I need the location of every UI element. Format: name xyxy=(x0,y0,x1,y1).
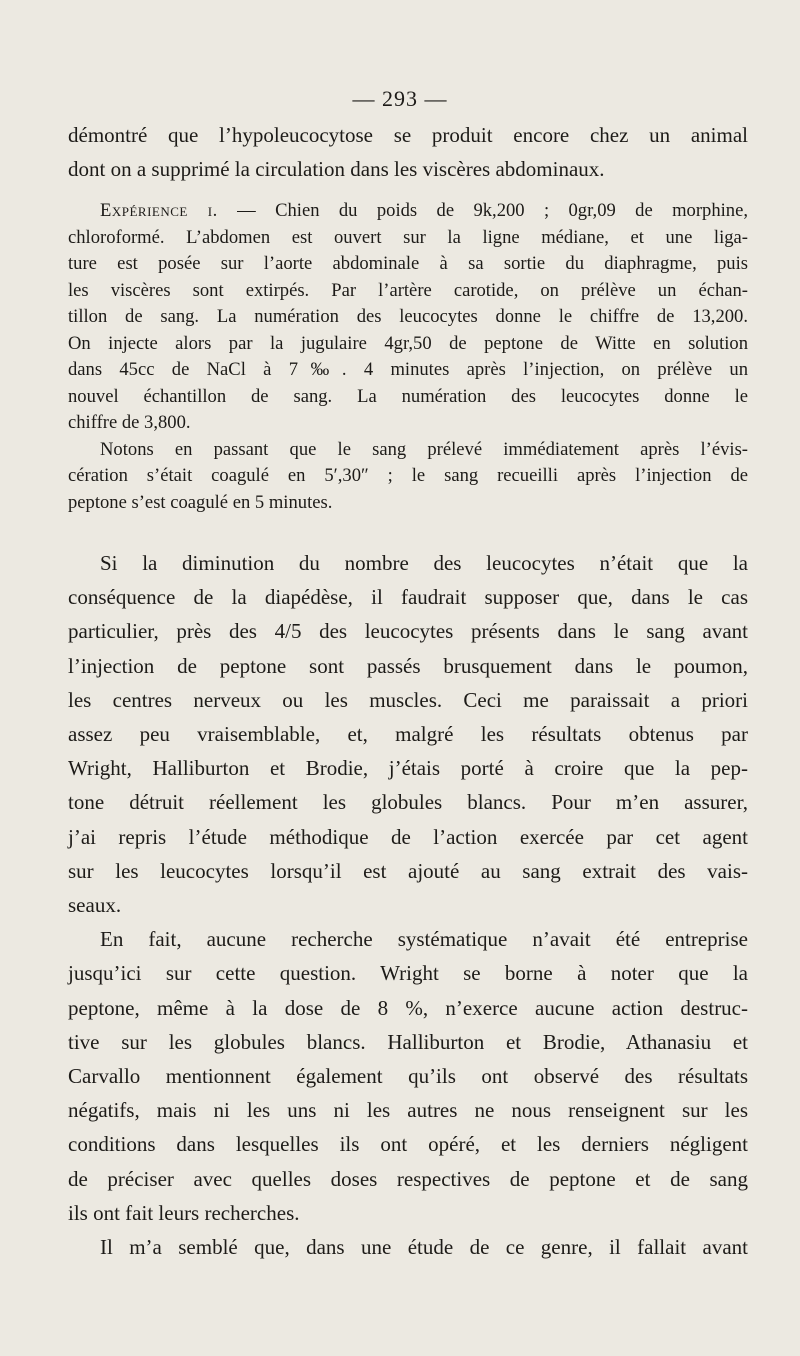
text-line: Il m’a semblé que, dans une étude de ce genre, il fallait avant xyxy=(100,1235,748,1260)
text-line: chloroformé. L’abdomen est ouvert sur la ligne médiane, et une liga- xyxy=(68,226,748,248)
experiment-first-line xyxy=(68,198,748,225)
text-line: démontré que l’hypoleucocytose se produit encore chez un animal xyxy=(68,123,748,147)
text-line: les centres nerveux ou les muscles. Ceci me paraissait a priori xyxy=(68,687,748,712)
text-line: peptone s’est coagulé en 5 minutes. xyxy=(68,491,333,513)
text-line: les viscères sont extirpés. Par l’artère carotide, on prélève un échan- xyxy=(68,279,748,301)
body-text xyxy=(68,546,748,1264)
text-line: dont on a supprimé la circulation dans les viscères abdominaux. xyxy=(68,157,605,182)
text-line: assez peu vraisemblable, et, malgré les résultats obtenus par xyxy=(68,722,748,747)
text-line: Si la diminution du nombre des leucocytes n’était que la xyxy=(100,551,748,575)
text-line: peptone, même à la dose de 8 %, n’exerce aucune action destruc- xyxy=(68,995,748,1020)
text-line: ture est posée sur l’aorte abdominale à sa sortie du diaphragme, puis xyxy=(68,253,748,274)
text-line: cération s’était coagulé en 5′,30″ ; le sang recueilli après l’injection de xyxy=(68,465,748,486)
text-line: jusqu’ici sur cette question. Wright se borne à noter que la xyxy=(68,961,748,986)
text-line: Carvallo mentionnent également qu’ils ont observé des résultats xyxy=(68,1064,748,1089)
text-line: dans 45cc de NaCl à 7‰. 4 minutes après l’injection, on prélève un xyxy=(68,359,748,380)
text-line: chiffre de 3,800. xyxy=(68,412,191,433)
text-line: ils ont fait leurs recherches. xyxy=(68,1200,300,1225)
text-line: conditions dans lesquelles ils ont opéré, et les derniers négligent xyxy=(68,1132,748,1157)
text-line: En fait, aucune recherche systématique n’avait été entreprise xyxy=(100,927,748,952)
text-line: tive sur les globules blancs. Halliburton et Brodie, Athanasiu et xyxy=(68,1029,748,1054)
text-line: sur les leucocytes lorsqu’il est ajouté au sang extrait des vais- xyxy=(68,858,748,883)
intro-paragraph xyxy=(68,118,748,186)
experiment-paragraph xyxy=(68,198,748,516)
text-line: nouvel échantillon de sang. La numération des leucocytes donne le xyxy=(68,385,748,407)
text-line: particulier, près des 4/5 des leucocytes présents dans le sang avant xyxy=(68,619,748,644)
text-line: j’ai repris l’étude méthodique de l’action exercée par cet agent xyxy=(68,824,748,849)
text-line: On injecte alors par la jugulaire 4gr,50 de peptone de Witte en solution xyxy=(68,332,748,354)
text-line: tone détruit réellement les globules blancs. Pour m’en assurer, xyxy=(68,790,748,815)
text-line: de préciser avec quelles doses respectives de peptone et de sang xyxy=(68,1166,748,1191)
text-line: Wright, Halliburton et Brodie, j’étais porté à croire que la pep- xyxy=(68,756,748,781)
text-line: tillon de sang. La numération des leucocytes donne le chiffre de 13,200. xyxy=(68,306,748,327)
text-line: conséquence de la diapédèse, il faudrait supposer que, dans le cas xyxy=(68,585,748,610)
text-line: l’injection de peptone sont passés brusquement dans le poumon, xyxy=(68,653,748,678)
text-line: Notons en passant que le sang prélevé immédiatement après l’évis- xyxy=(100,438,748,460)
text-line: négatifs, mais ni les uns ni les autres ne nous renseignent sur les xyxy=(68,1098,748,1123)
page-number: — 293 — xyxy=(352,86,448,111)
experiment-label: Expérience i. xyxy=(100,200,218,221)
text-line: — Chien du poids de 9k,200 ; 0gr,09 de morphine, xyxy=(237,200,749,221)
text-line: seaux. xyxy=(68,893,122,918)
